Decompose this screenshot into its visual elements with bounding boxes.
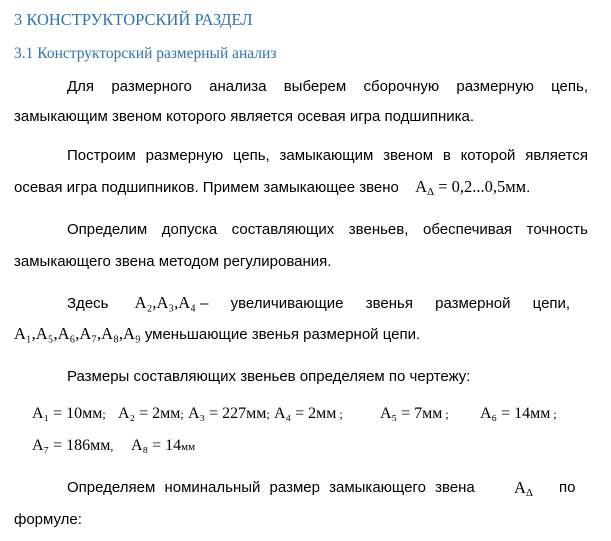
paragraph-2-text: осевая игра подшипников. Примем замыкающее звено: [14, 179, 399, 196]
formula-symbol: A: [415, 177, 427, 196]
paragraph-3-line-1: Определим допуска составляющих звеньев, обеспечивая точность: [67, 221, 588, 238]
paragraph-1-line-2: замыкающим звеном которого является осевая игра подшипника.: [14, 108, 475, 125]
paragraph-4-here: Здесь: [67, 295, 109, 312]
closing-link-formula: [415, 177, 526, 196]
size-a3: A₃ = 227мм;: [188, 405, 270, 422]
size-a4: A₄ = 2мм ;: [274, 405, 343, 422]
size-a6: A₆ = 14мм ;: [480, 405, 557, 422]
paragraph-6-text: Определяем номинальный размер замыкающего звена: [67, 479, 475, 496]
formula-value: = 0,2...0,5мм: [434, 177, 527, 196]
section-heading: 3 КОНСТРУКТОРСКИЙ РАЗДЕЛ: [14, 10, 253, 29]
decreasing-links-formula: A₁,A₅,A₆,A₇,A₈,A₉: [14, 324, 141, 343]
size-a8: A₈ = 14мм: [131, 437, 196, 454]
paragraph-6-end: по: [559, 479, 576, 496]
size-a2: A₂ = 2мм;: [118, 405, 184, 422]
paragraph-2-line-2: [14, 177, 588, 198]
size-a5: A₅ = 7мм ;: [380, 405, 449, 422]
paragraph-5: Размеры составляющих звеньев определяем по чертежу:: [67, 368, 471, 385]
formula-subscript: Δ: [426, 186, 435, 198]
paragraph-2-line-1: Построим размерную цепь, замыкающим звеном в которой является: [67, 147, 588, 164]
paragraph-6-line-2: формуле:: [14, 511, 82, 528]
paragraph-2-period: .: [526, 179, 531, 196]
paragraph-4-line-1: [67, 293, 588, 314]
increasing-links-formula: A₂,A₃,A₄: [134, 293, 196, 312]
increasing-links-text: – увеличивающие звенья размерной цепи,: [200, 295, 571, 312]
size-a7: A₇ = 186мм,: [32, 437, 114, 454]
subsection-heading: 3.1 Конструкторский размерный анализ: [14, 45, 277, 62]
decreasing-links-text: уменьшающие звенья размерной цепи.: [144, 326, 421, 343]
paragraph-1-line-1: Для размерного анализа выберем сборочную размерную цепь,: [67, 78, 588, 95]
paragraph-6-line-1: [67, 478, 588, 498]
size-a1: A₁ = 10мм;: [32, 405, 106, 422]
closing-link-symbol: $A_\Delta$: [514, 478, 533, 499]
paragraph-4-line-2: [14, 324, 588, 345]
paragraph-3-line-2: замыкающего звена методом регулирования.: [14, 253, 332, 270]
